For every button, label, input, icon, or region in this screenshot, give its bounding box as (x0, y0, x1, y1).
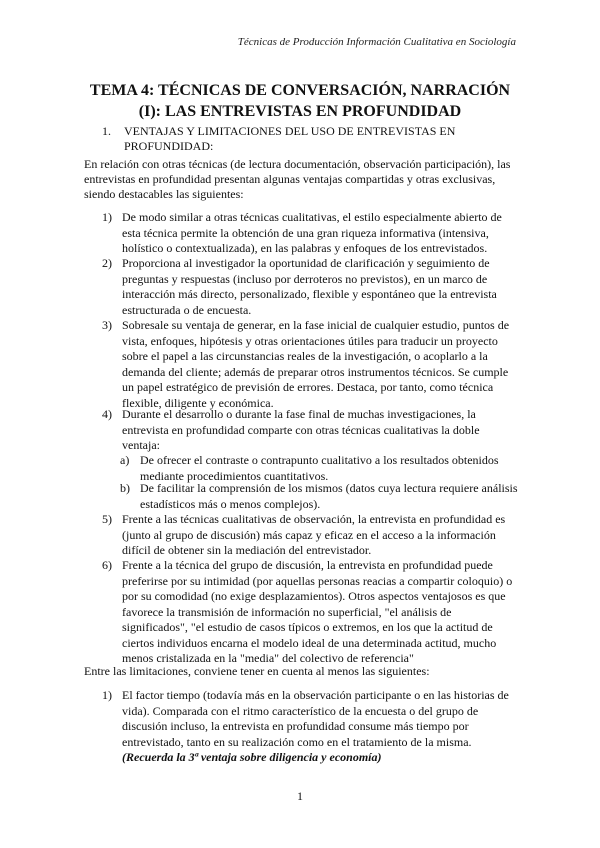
subitem-text: De ofrecer el contraste o contrapunto cualitativo a los resultados obtenidos mediante procedimientos cuantitativos. (140, 453, 499, 483)
ventaja-number: 2) (102, 256, 112, 270)
page-number: 1 (297, 789, 303, 803)
intro-paragraph: En relación con otras técnicas (de lectura documentación, observación participación), las entrevistas en profundidad presentan algunas ventajas compartidas y otras exclusivas, siendo destacables las siguientes: (84, 157, 511, 201)
subitem-text: De facilitar la comprensión de los mismos (datos cuya lectura requiere análisis estadísticos más o menos complejos). (140, 481, 518, 511)
ventaja-number: 1) (102, 210, 112, 224)
ventaja-text: Sobresale su ventaja de generar, en la fase inicial de cualquier estudio, puntos de vista, enfoques, hipótesis y otras orientaciones útiles para traducir un proyecto sobre el papel a las circunstancias reales de la investigación, o acoplarlo a la demanda del cliente; además de preparar otros instrumentos técnicos. Se cumple un papel estratégico de previsión de errores. Destaca, por tanto, como técnica flexible, diligente y económica. (122, 318, 510, 410)
limitacion-note: (Recuerda la 3ª ventaja sobre diligencia y economía) (122, 750, 382, 764)
ventaja-text: De modo similar a otras técnicas cualitativas, el estilo especialmente abierto de esta técnica permite la obtención de una gran riqueza informativa (intensiva, holístico o contextualizada), en las palabras y enfoques de los entrevistados. (122, 210, 502, 255)
ventaja-text: Durante el desarrollo o durante la fase final de muchas investigaciones, la entrevista en profundidad comparte con otras técnicas cualitativas la doble ventaja: (122, 407, 480, 452)
page-title: TEMA 4: TÉCNICAS DE CONVERSACIÓN, NARRACIÓN (I): LAS ENTREVISTAS EN PROFUNDIDAD (89, 82, 511, 120)
limitaciones-intro: Entre las limitaciones, conviene tener en cuenta al menos las siguientes: (84, 664, 430, 678)
ventaja-number: 4) (102, 407, 112, 421)
running-header: Técnicas de Producción Información Cualitativa en Sociología (237, 36, 516, 48)
ventaja-text: Frente a las técnicas cualitativas de observación, la entrevista en profundidad es (junto al grupo de discusión) más capaz y eficaz en el acceso a la información difícil de obtener sin la mediación del entrevistador. (122, 512, 506, 557)
subitem-letter: a) (120, 453, 130, 467)
ventaja-number: 6) (102, 558, 112, 572)
ventaja-number: 3) (102, 318, 112, 332)
limitacion-number: 1) (102, 688, 112, 702)
ventaja-text: Proporciona al investigador la oportunidad de clarificación y seguimiento de preguntas y respuestas (incluso por derroteros no previstos), en un marco de interacción más directo, personalizado, flexible y espontáneo que la entrevista estructurada o de encuesta. (122, 256, 497, 317)
ventaja-number: 5) (102, 512, 112, 526)
limitacion-body (122, 688, 520, 766)
limitacion-text: El factor tiempo (todavía más en la observación participante o en las historias de vida). Comparada con el ritmo característico de la encuesta o del grupo de discusión incluso, la entrevista en profundidad consume más tiempo por entrevistado, tanto en su realización como en el tratamiento de la misma. (122, 688, 509, 749)
section-text: VENTAJAS Y LIMITACIONES DEL USO DE ENTREVISTAS EN PROFUNDIDAD: (124, 124, 456, 153)
subitem-letter: b) (120, 481, 130, 495)
section-number: 1. (102, 124, 111, 138)
ventaja-text: Frente a la técnica del grupo de discusión, la entrevista en profundidad puede preferirse por su intimidad (por aquellas personas reacias a compartir coloquio) o por su comodidad (no exige desplazamientos). Otros aspectos ventajosos es que favorece la transmisión de información no superficial, "el análisis de significados", "el estudio de casos típicos o extremos, en los que la actitud de ciertos individuos encarna el modelo ideal de una determinada actitud, mucho menos cristalizada en la "media" del colectivo de referencia" (122, 558, 513, 665)
